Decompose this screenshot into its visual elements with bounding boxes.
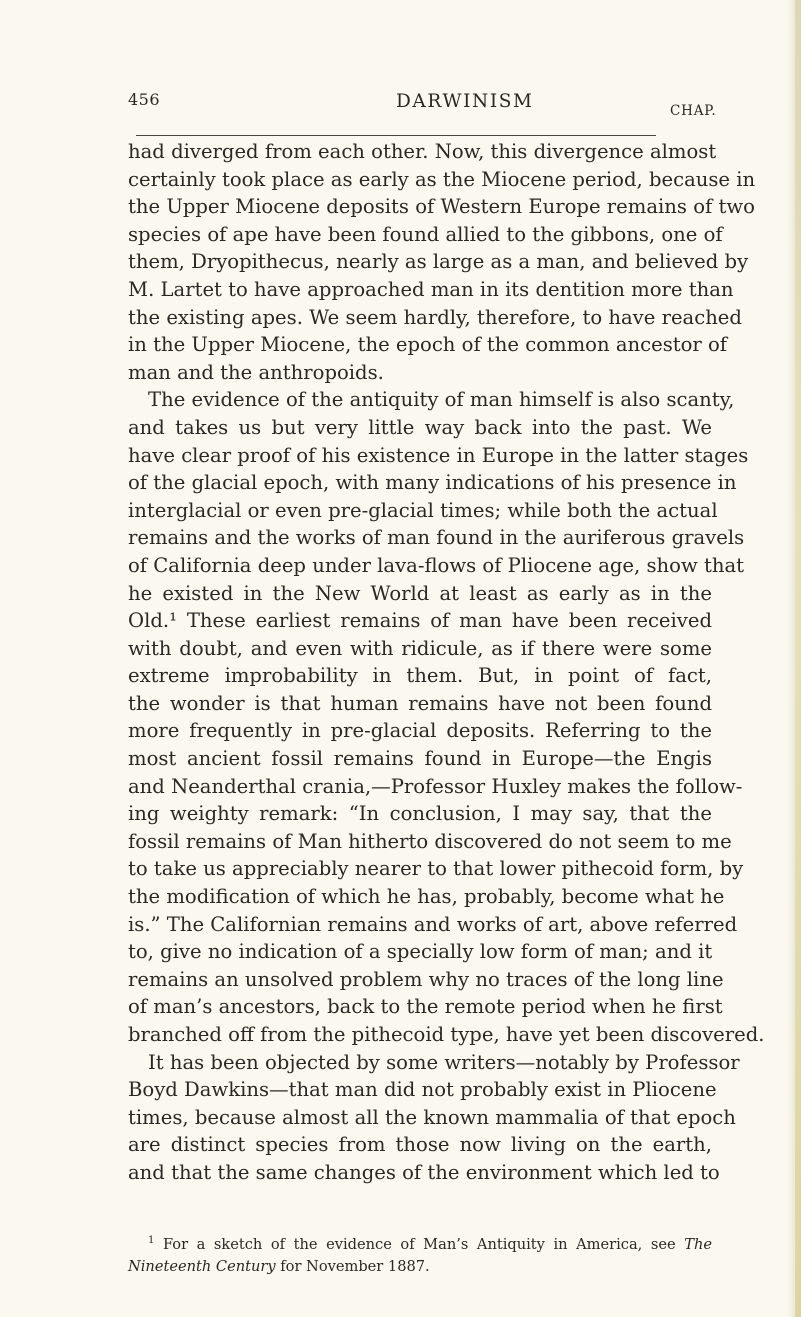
text-line: times, because almost all the known mammalia of that epoch [128, 1105, 736, 1129]
text-line: remains an unsolved problem why no traces of the long line [128, 967, 724, 991]
text-line: man and the anthropoids. [128, 360, 384, 384]
footnote-line [128, 1256, 712, 1278]
text-line: to take us appreciably nearer to that lower pithecoid form, by [128, 857, 744, 881]
text-line: have clear proof of his existence in Europe in the latter stages [128, 443, 749, 467]
footnote-text: For a sketch of the evidence of Man’s Antiquity in America, see [162, 1236, 676, 1253]
page-edge-tint [795, 0, 801, 1317]
text-line: remains and the works of man found in the auriferous gravels [128, 526, 745, 550]
footnote-text: for November 1887. [280, 1258, 430, 1275]
text-line: had diverged from each other. Now, this divergence almost [128, 140, 717, 163]
text-line: are distinct species from those now living on the earth, [128, 1133, 712, 1157]
chapter-label: CHAP. [670, 103, 717, 119]
page-number: 456 [128, 90, 161, 109]
text-line: and Neanderthal crania,—Professor Huxley makes the follow- [128, 774, 743, 798]
text-line: Boyd Dawkins—that man did not probably exist in Pliocene [128, 1078, 717, 1102]
body-text [128, 138, 765, 1187]
header-rule [136, 135, 656, 136]
footnotes [128, 1234, 712, 1278]
footnote-title: Nineteenth Century [128, 1258, 276, 1275]
text-line: extreme improbability in them. But, in point of fact, [128, 664, 712, 688]
text-line: he existed in the New World at least as early as in the [128, 581, 712, 605]
text-line: and that the same changes of the environment which led to [128, 1160, 720, 1184]
text-line: certainly took place as early as the Miocene period, because in [128, 167, 756, 191]
text-line: and takes us but very little way back into the past. We [128, 415, 712, 439]
running-title: DARWINISM [396, 91, 534, 112]
text-line: M. Lartet to have approached man in its dentition more than [128, 277, 734, 301]
text-line: of man’s ancestors, back to the remote period when he first [128, 995, 723, 1019]
text-line: the wonder is that human remains have not been found [128, 691, 712, 715]
text-line: The evidence of the antiquity of man himself is also scanty, [148, 388, 735, 412]
footnote-title: The [684, 1236, 712, 1253]
text-line: them, Dryopithecus, nearly as large as a man, and believed by [128, 250, 749, 274]
text-line: the Upper Miocene deposits of Western Europe remains of two [128, 195, 755, 219]
text-line: branched off from the pithecoid type, have yet been discovered. [128, 1023, 765, 1046]
text-line: It has been objected by some writers—notably by Professor [148, 1050, 740, 1074]
text-line: species of ape have been found allied to the gibbons, one of [128, 222, 723, 246]
text-line: fossil remains of Man hitherto discovered do not seem to me [128, 829, 732, 853]
text-line: with doubt, and even with ridicule, as if there were some [128, 636, 712, 660]
text-line: interglacial or even pre-glacial times; while both the actual [128, 498, 718, 522]
text-line: ing weighty remark: “In conclusion, I may say, that the [128, 802, 712, 826]
text-line: is.” The Californian remains and works of art, above referred [128, 912, 738, 936]
text-line: the modification of which he has, probably, become what he [128, 885, 725, 909]
footnote-marker: 1 [148, 1235, 155, 1246]
text-line: more frequently in pre-glacial deposits. Referring to the [128, 719, 712, 743]
text-line: most ancient fossil remains found in Europe—the Engis [128, 747, 712, 771]
text-line: of California deep under lava-flows of Pliocene age, show that [128, 553, 745, 577]
text-line: Old.¹ These earliest remains of man have been received [128, 609, 712, 633]
footnote-line [128, 1234, 712, 1256]
page-header [128, 66, 717, 119]
text-line: the existing apes. We seem hardly, therefore, to have reached [128, 305, 742, 329]
text-line: of the glacial epoch, with many indications of his presence in [128, 471, 737, 495]
text-line: in the Upper Miocene, the epoch of the common ancestor of [128, 333, 728, 357]
text-line: to, give no indication of a specially low form of man; and it [128, 940, 713, 964]
